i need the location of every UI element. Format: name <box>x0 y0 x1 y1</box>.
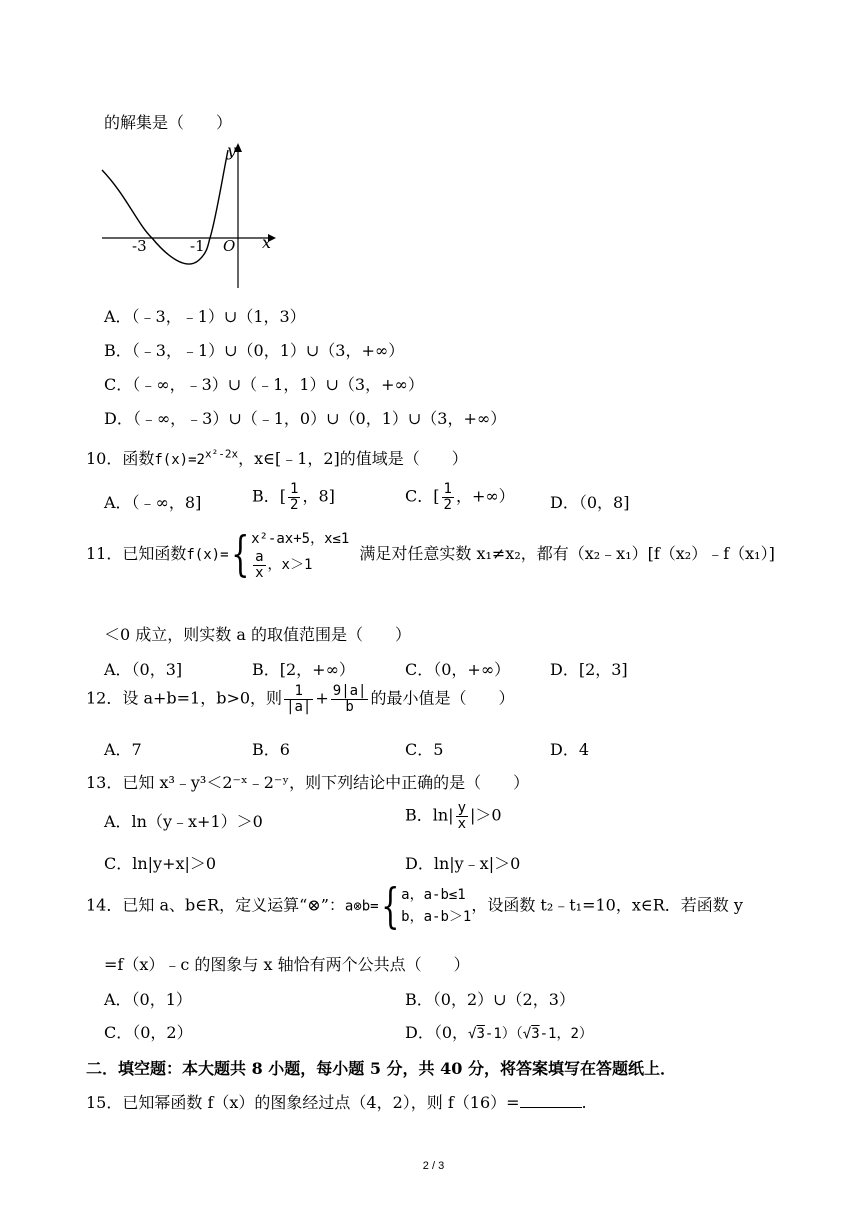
q11-num: 11．已知函数 <box>86 543 187 563</box>
q14-stem <box>86 878 743 934</box>
q10-tail: ，x∈[﹣1，2]的值域是（ ） <box>238 449 468 468</box>
q10-func: f(x)=2 <box>154 452 205 468</box>
q13-option-b <box>405 801 502 831</box>
q10-exp: x²-2x <box>204 447 239 461</box>
q10-c-den: 2 <box>443 496 452 513</box>
q11-line2: ＜0 成立，则实数 a 的取值范围是（ ） <box>104 625 411 644</box>
q14-cases <box>401 884 471 929</box>
q9-option-d: D．（﹣∞，﹣3）∪（﹣1，0）∪（0，1）∪（3，+∞） <box>104 409 507 428</box>
q14-d-r2: 3 <box>531 1026 540 1042</box>
brace-icon: { <box>230 526 249 583</box>
q10-c-num: 1 <box>443 481 452 497</box>
q11-option-b: B．[2，+∞） <box>252 660 355 679</box>
q11-stem <box>86 528 775 581</box>
q13-b-num: y <box>457 800 467 816</box>
q10-option-c <box>405 482 515 512</box>
q13-b-den: x <box>457 815 467 832</box>
q14-d-r1: 3 <box>476 1026 485 1042</box>
answer-blank[interactable] <box>520 1093 582 1108</box>
q10-c-post: ，+∞） <box>455 486 515 506</box>
graph-y-label: y <box>227 141 237 160</box>
q10-b-num: 1 <box>290 481 299 497</box>
q15-pre: 15．已知幂函数 f（x）的图象经过点（4，2），则 f（16）= <box>86 1093 520 1112</box>
q12-stem <box>86 684 515 714</box>
q15-stem <box>86 1090 587 1113</box>
q12-tail: 的最小值是（ ） <box>370 688 515 708</box>
q13-option-a: A．ln（y﹣x+1）＞0 <box>104 812 263 831</box>
q9-option-b: B．（﹣3，﹣1）∪（0，1）∪（3，+∞） <box>104 341 405 360</box>
q11-case1: x²-ax+5，x≤1 <box>251 531 350 547</box>
q14-op: a⊗b= <box>344 898 379 915</box>
brace-icon: { <box>380 878 400 934</box>
q11-case2-den: x <box>255 565 264 582</box>
q9-graph <box>96 140 286 290</box>
q10-option-a: A．（﹣∞，8] <box>104 493 202 512</box>
q11-case2-tail: ，x＞1 <box>267 557 313 574</box>
q11-cases <box>251 528 349 581</box>
q10-option-d: D．（0，8] <box>550 493 630 512</box>
q13-stem: 13．已知 x³﹣y³＜2⁻ˣ﹣2⁻ʸ，则下列结论中正确的是（ ） <box>86 773 530 792</box>
graph-x-label: x <box>262 233 272 252</box>
q12-option-b: B．6 <box>252 740 290 759</box>
q13-option-d: D．ln|y﹣x|＞0 <box>405 854 521 873</box>
q9-option-c: C．（﹣∞，﹣3）∪（﹣1，1）∪（3，+∞） <box>104 375 424 394</box>
q11-option-d: D．[2，3] <box>550 660 628 679</box>
q10-option-b <box>252 482 335 512</box>
q11-func: f(x)= <box>186 546 229 563</box>
q10-c-pre: C．[ <box>405 486 440 506</box>
q10-b-den: 2 <box>290 496 299 513</box>
q12-pre: 12．设 a+b=1，b>0，则 <box>86 688 283 708</box>
q10-b-post: ，8] <box>302 486 335 506</box>
graph-tick-neg1: -1 <box>190 237 205 255</box>
q14-option-b: B．（0，2）∪（2，3） <box>405 990 575 1009</box>
graph-origin: O <box>223 237 236 255</box>
q14-option-d: D．（0，√3-1）（√3-1，2） <box>405 1023 593 1042</box>
q12-option-d: D．4 <box>550 740 590 759</box>
q14-tail: ，设函数 t₂﹣t₁=10，x∈R．若函数 y <box>471 895 743 915</box>
q14-pre: 14．已知 a、b∈R，定义运算“⊗”： <box>86 895 345 915</box>
q13-option-c: C．ln|y+x|＞0 <box>104 854 217 873</box>
q14-case1: a，a-b≤1 <box>401 886 466 903</box>
q12-option-c: C．5 <box>405 740 444 759</box>
q12-plus: + <box>315 688 329 708</box>
q14-option-c: C．（0，2） <box>104 1023 193 1042</box>
q12-f2-num: 9|a| <box>332 683 367 699</box>
q13-b-post: |＞0 <box>470 805 502 825</box>
q12-f1-den: |a| <box>286 698 312 715</box>
q12-f1-num: 1 <box>284 684 313 700</box>
q10-stem <box>86 446 468 469</box>
q14-d-mid: -1）（ <box>484 1026 523 1042</box>
q14-option-a: A．（0，1） <box>104 990 192 1009</box>
q11-option-a: A．（0，3] <box>104 660 183 679</box>
section-2-heading: 二．填空题：本大题共 8 小题，每小题 5 分，共 40 分，将答案填写在答题纸上． <box>86 1059 676 1078</box>
q14-d-pre: D．（0， <box>405 1023 469 1042</box>
q10-b-pre: B．[ <box>252 486 287 506</box>
q14-line2: =f（x）﹣c 的图象与 x 轴恰有两个公共点（ ） <box>104 955 470 974</box>
q13-b-pre: B．ln| <box>405 805 454 825</box>
page-number: 2 / 3 <box>422 1160 445 1172</box>
q11-case2-num: a <box>255 549 264 566</box>
graph-tick-neg3: -3 <box>132 237 147 255</box>
q12-option-a: A．7 <box>104 740 142 759</box>
q11-tail: 满足对任意实数 x₁≠x₂，都有（x₂﹣x₁）[f（x₂）﹣f（x₁）] <box>359 543 775 563</box>
q14-case2: b，a-b＞1 <box>401 909 472 925</box>
q12-f2-den: b <box>345 698 354 715</box>
q14-d-post: -1，2） <box>539 1026 593 1042</box>
q15-post: . <box>581 1093 587 1112</box>
q9-stem-tail: 的解集是（ ） <box>104 113 233 132</box>
q10-num: 10．函数 <box>86 449 155 468</box>
q9-option-a: A．（﹣3，﹣1）∪（1，3） <box>104 307 306 326</box>
q11-option-c: C．（0，+∞） <box>405 660 511 679</box>
curve <box>102 150 228 264</box>
